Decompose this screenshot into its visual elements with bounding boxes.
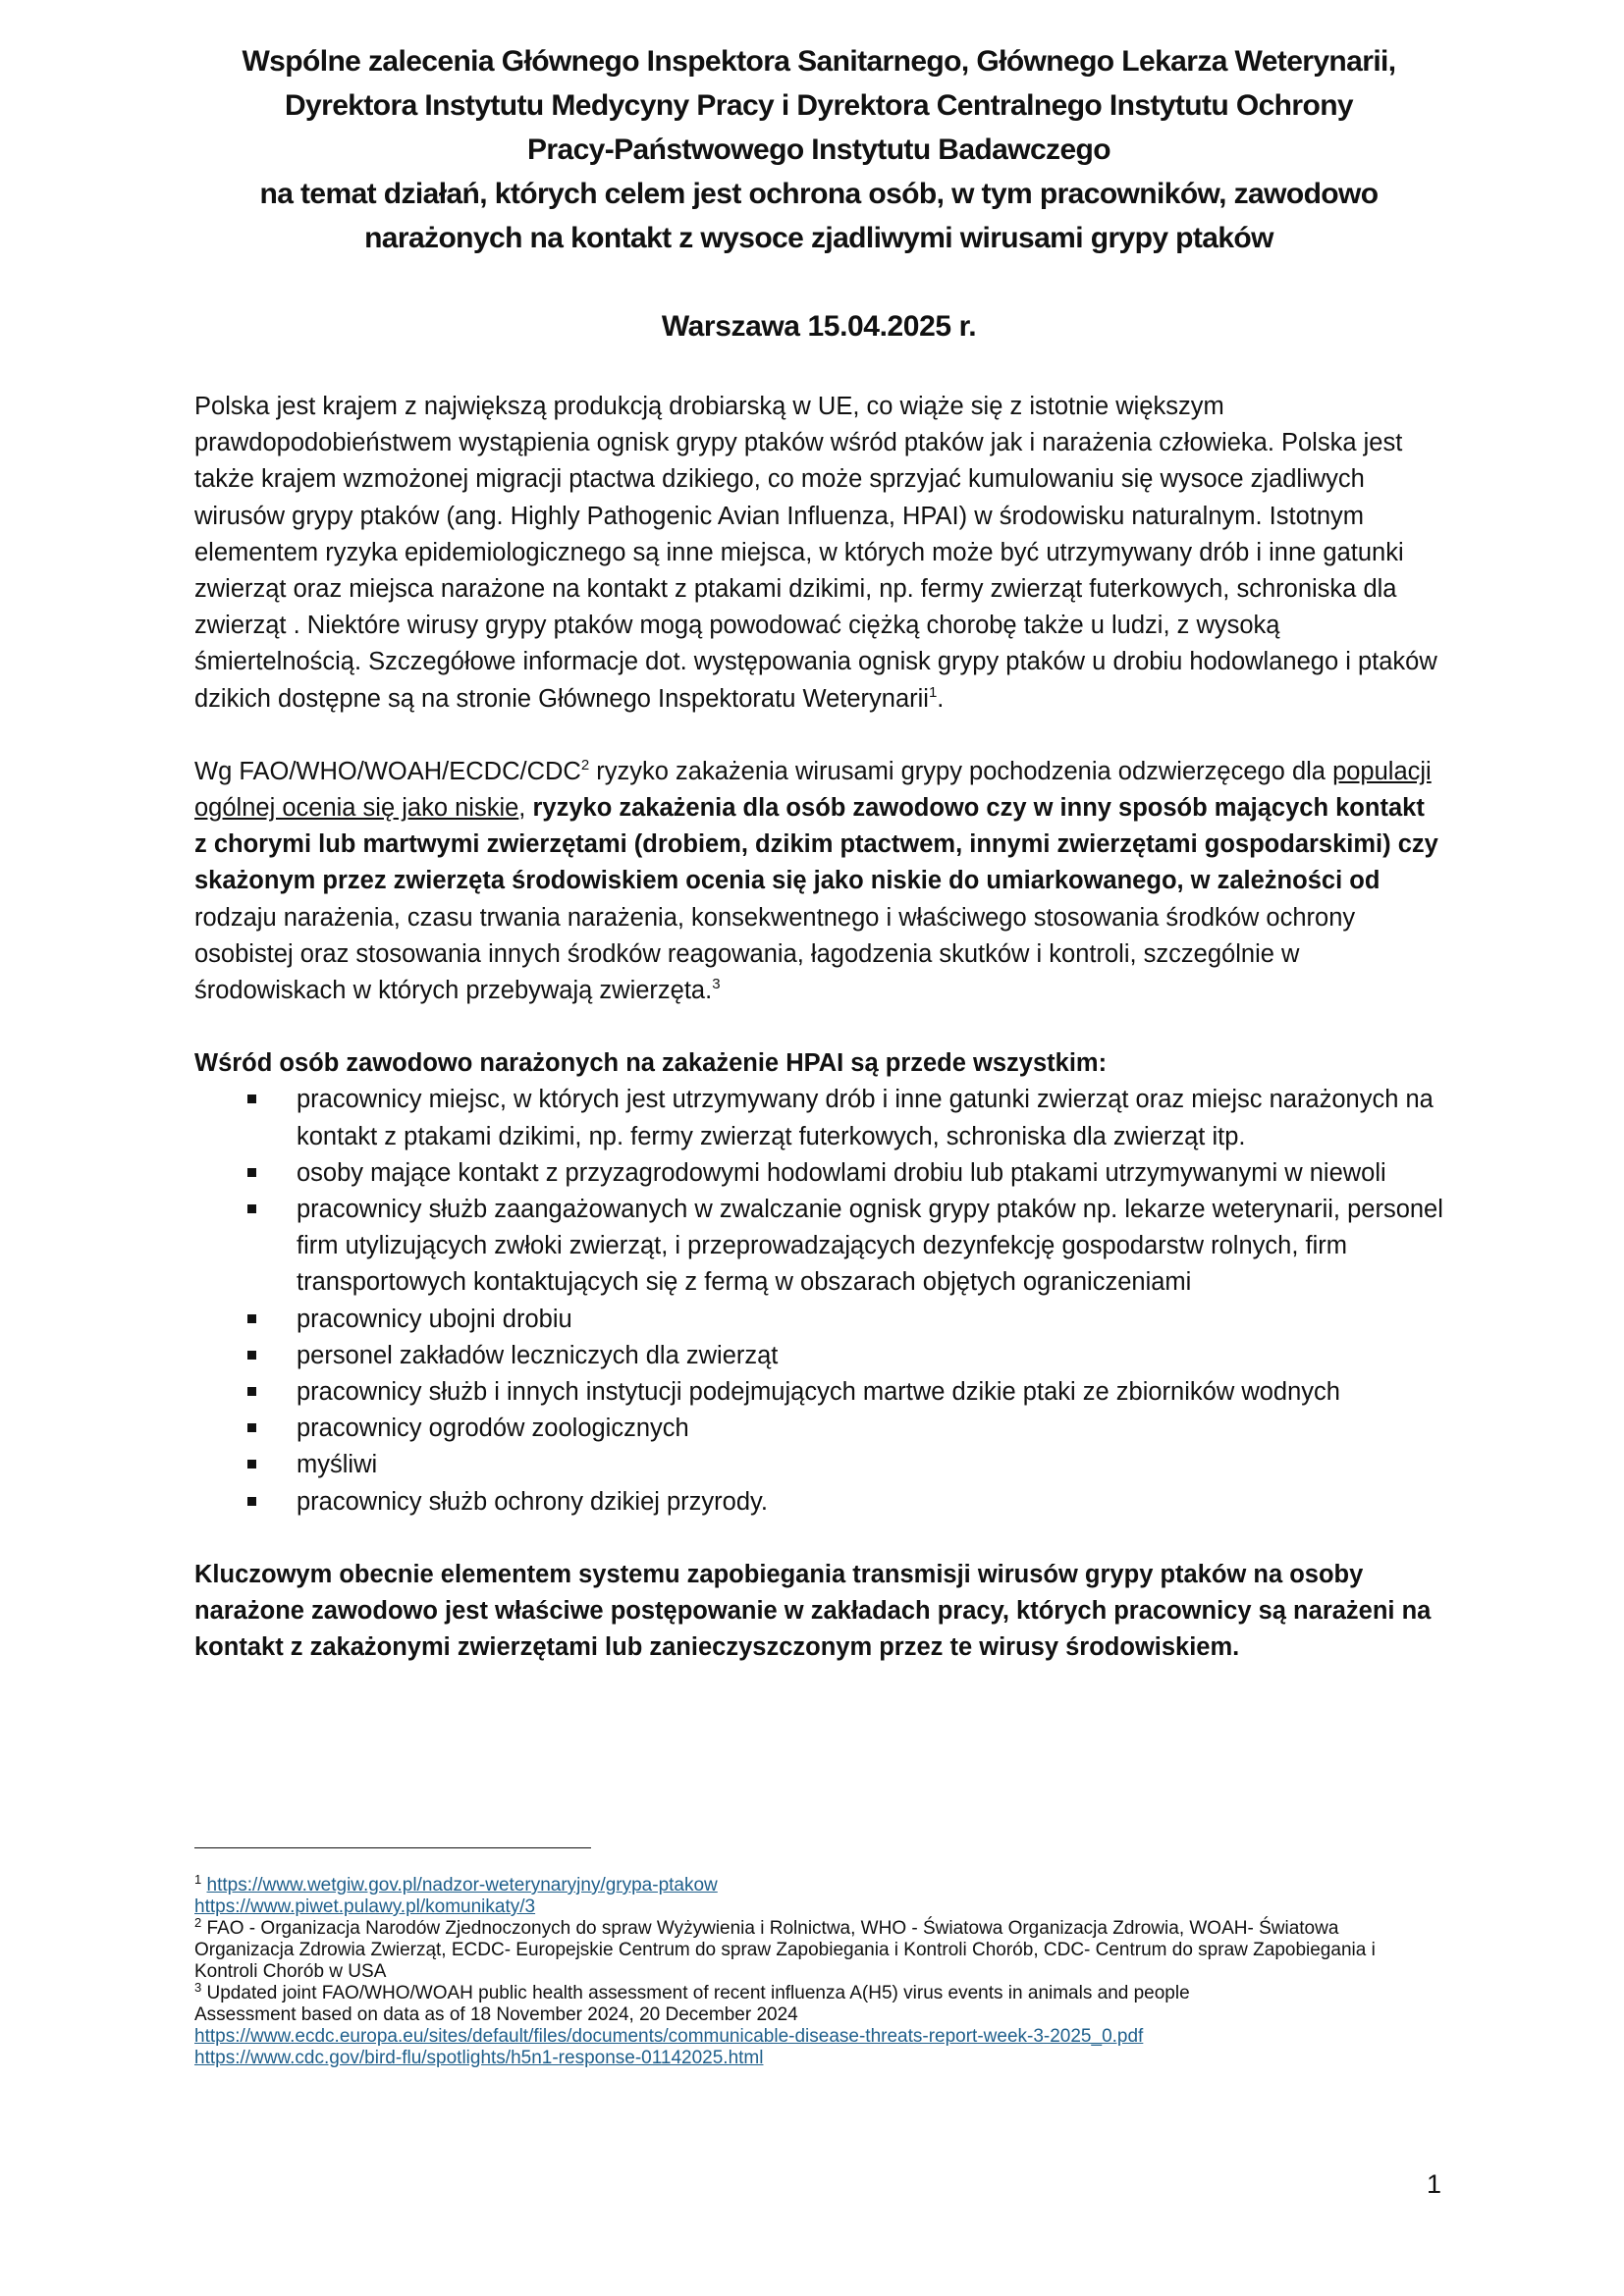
footnote-ref-2: 2 (580, 756, 590, 774)
title-line: Pracy-Państwowego Instytutu Badawczego (527, 133, 1110, 166)
footnote-number: 1 (194, 1872, 202, 1887)
page-content (194, 39, 1443, 1667)
title-line: Wspólne zalecenia Głównego Inspektora Sanitarnego, Głównego Lekarza Weterynarii, (242, 45, 1396, 78)
footnote-divider (194, 1847, 591, 1848)
footnote-ref-1: 1 (928, 683, 938, 701)
square-bullet-icon (247, 1204, 256, 1213)
square-bullet-icon (247, 1095, 256, 1103)
footnote-3-assessment: Assessment based on data as of 18 November 2024, 20 December 2024 (194, 2004, 798, 2025)
square-bullet-icon (247, 1423, 256, 1432)
square-bullet-icon (247, 1460, 256, 1468)
intro-end: . (937, 684, 945, 713)
footnote-1-second-link (194, 1896, 1443, 1918)
list-item (194, 1447, 1443, 1483)
title-line: na temat działań, których celem jest ochrona osób, w tym pracowników, zawodowo (259, 178, 1379, 210)
square-bullet-icon (247, 1387, 256, 1396)
list-item-text: pracownicy służb i innych instytucji podejmujących martwe dzikie ptaki ze zbiorników wodnych (297, 1378, 1340, 1407)
intro-paragraph (194, 389, 1443, 718)
footnote-1 (194, 1872, 1443, 1896)
list-item (194, 1302, 1443, 1338)
list-item (194, 1411, 1443, 1447)
footnote-link[interactable]: https://www.piwet.pulawy.pl/komunikaty/3 (194, 1896, 536, 1917)
list-item (194, 1155, 1443, 1192)
list-item (194, 1192, 1443, 1302)
page-number: 1 (1427, 2169, 1442, 2199)
closing-paragraph: Kluczowym obecnie elementem systemu zapobiegania transmisji wirusów grypy ptaków na osoby narażone zawodowo jest właściwe postępowanie w zakładach pracy, których pracownicy są narażeni na kontakt z zakażonymi zwierzętami lub zanieczyszczonym przez te wirusy środowiskiem. (194, 1560, 1432, 1662)
risk-lead: Wg FAO/WHO/WOAH/ECDC/CDC (194, 757, 581, 785)
footnote-text: FAO - Organizacja Narodów Zjednoczonych do spraw Wyżywienia i Rolnictwa, WHO - Światowa Organizacja Zdrowia, WOAH- Światowa Organizacja Zdrowia Zwierząt, ECDC- Europejskie Centrum do spraw Zapobiegania i Kontroli Chorób, CDC- Centrum do spraw Zapobiegania i Kontroli Chorób w USA (194, 1918, 1376, 1982)
list-item (194, 1338, 1443, 1374)
list-item-text: myśliwi (297, 1451, 378, 1479)
risk-bold-text: ryzyko zakażenia dla osób zawodowo czy w inny sposób mających kontakt z chorymi lub martwymi zwierzętami (drobiem, dzikim ptactwem, innymi zwierzętami gospodarskimi) czy skażonym przez zwierzęta środowiskiem ocenia się jako niskie do umiarkowanego, w zależności od (194, 794, 1438, 895)
risk-comma: , (518, 794, 533, 823)
footnote-3 (194, 1980, 1443, 2004)
title-line: Dyrektora Instytutu Medycyny Pracy i Dyrektora Centralnego Instytutu Ochrony (284, 89, 1354, 122)
document-date: Warszawa 15.04.2025 r. (661, 310, 977, 343)
footnote-3-link-row (194, 2048, 1443, 2069)
risk-paragraph (194, 754, 1443, 1009)
footnote-link[interactable]: https://www.cdc.gov/bird-flu/spotlights/h5n1-response-01142025.html (194, 2048, 764, 2068)
exposed-list-heading: Wśród osób zawodowo narażonych na zakażenie HPAI są przede wszystkim: (194, 1049, 1108, 1078)
footnotes (194, 1872, 1443, 2069)
risk-rest-text: rodzaju narażenia, czasu trwania narażenia, konsekwentnego i właściwego stosowania środków ochrony osobistej oraz stosowania innych środków reagowania, łagodzenia skutków i kontroli, szczególnie w środowiskach w których przebywają zwierzęta. (194, 903, 1356, 1005)
risk-underlined-text: populacji ogólnej ocenia się jako niskie (194, 757, 1432, 823)
square-bullet-icon (247, 1168, 256, 1177)
square-bullet-icon (247, 1497, 256, 1506)
list-item-text: personel zakładów leczniczych dla zwierząt (297, 1341, 779, 1369)
footnote-ref-3: 3 (712, 976, 721, 993)
footnote-link[interactable]: https://www.ecdc.europa.eu/sites/default/files/documents/communicable-disease-threats-report-week-3-2025_0.pdf (194, 2026, 1144, 2047)
footnote-link[interactable]: https://www.wetgiw.gov.pl/nadzor-weterynaryjny/grypa-ptakow (206, 1875, 718, 1896)
exposed-groups-list (194, 1082, 1443, 1520)
list-item-text: osoby mające kontakt z przyzagrodowymi hodowlami drobiu lub ptakami utrzymywanymi w niewoli (297, 1158, 1386, 1187)
square-bullet-icon (247, 1351, 256, 1360)
document-title (155, 39, 1483, 260)
square-bullet-icon (247, 1314, 256, 1323)
list-item-text: pracownicy służb zaangażowanych w zwalczanie ognisk grypy ptaków np. lekarze weterynarii, personel firm utylizujących zwłoki zwierząt, i przeprowadzających dezynfekcję gospodarstw rolnych, firm transportowych kontaktujących się z fermą w obszarach objętych ograniczeniami (297, 1196, 1443, 1297)
footnote-text: Updated joint FAO/WHO/WOAH public health assessment of recent influenza A(H5) virus events in animals and people (206, 1983, 1190, 2003)
risk-text: ryzyko zakażenia wirusami grypy pochodzenia odzwierzęcego dla (589, 757, 1333, 785)
list-item-text: pracownicy ogrodów zoologicznych (297, 1415, 689, 1443)
title-line: narażonych na kontakt z wysoce zjadliwymi wirusami grypy ptaków (364, 222, 1273, 254)
footnote-3-link-row (194, 2026, 1443, 2048)
list-item-text: pracownicy ubojni drobiu (297, 1305, 572, 1333)
footnote-2 (194, 1915, 1443, 1983)
list-item-text: pracownicy miejsc, w których jest utrzymywany drób i inne gatunki zwierząt oraz miejsc narażonych na kontakt z ptakami dzikimi, np. fermy zwierząt futerkowych, schroniska dla zwierząt itp. (297, 1086, 1434, 1150)
footnote-number: 3 (194, 1980, 202, 1995)
list-item-text: pracownicy służb ochrony dzikiej przyrody. (297, 1487, 768, 1516)
list-item (194, 1082, 1443, 1154)
footnote-number: 2 (194, 1915, 202, 1930)
intro-text: Polska jest krajem z największą produkcją drobiarską w UE, co wiąże się z istotnie większym prawdopodobieństwem wystąpienia ognisk grypy ptaków wśród ptaków jak i narażenia człowieka. Polska jest także krajem wzmożonej migracji ptactwa dzikiego, co może sprzyjać kumulowaniu się wysoce zjadliwych wirusów grypy ptaków (ang. Highly Pathogenic Avian Influenza, HPAI) w środowisku naturalnym. Istotnym elementem ryzyka epidemiologicznego są inne miejsca, w których może być utrzymywany drób i inne gatunki zwierząt oraz miejsca narażone na kontakt z ptakami dzikimi, np. fermy zwierząt futerkowych, schroniska dla zwierząt . Niektóre wirusy grypy ptaków mogą powodować ciężką chorobę także u ludzi, z wysoką śmiertelnością. Szczegółowe informacje dot. występowania ognisk grypy ptaków u drobiu hodowlanego i ptaków dzikich dostępne są na stronie Głównego Inspektoratu Weterynarii (194, 393, 1437, 713)
list-item (194, 1484, 1443, 1521)
list-item (194, 1374, 1443, 1411)
